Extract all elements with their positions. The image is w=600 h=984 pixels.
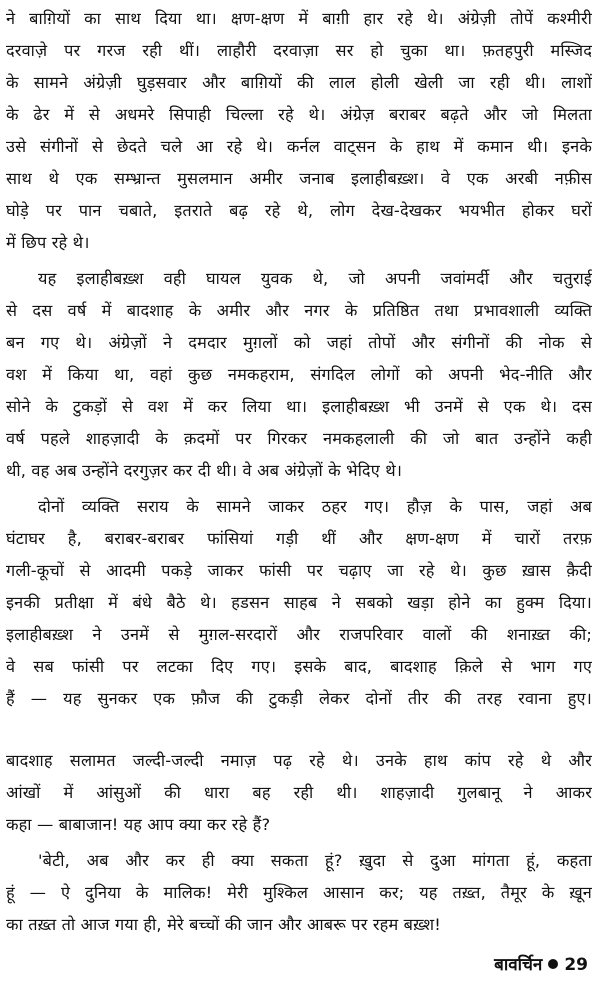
paragraph-2-line-2: से दस वर्ष में बादशाह के अमीर और नगर के प्रतिष्ठित तथा प्रभावशाली व्यक्ति <box>6 301 592 320</box>
paragraph-2-line-7: थी, वह अब उन्होंने दरगुज़र कर दी थी। वे अब अंग्रेज़ों के भेदिए थे। <box>6 461 403 480</box>
paragraph-3-line-2: घंटाघर है, बराबर-बराबर फांसियां गड़ी थीं और क्षण-क्षण में चारों तरफ़ <box>6 529 592 548</box>
paragraph-5-line-2: हूं — ऐ दुनिया के मालिक! मेरी मुश्किल आसान कर; यह तख़्त, तैमूर के ख़ून <box>6 883 592 902</box>
paragraph-1-line-1: ने बाग़ियों का साथ दिया था। क्षण-क्षण में बाग़ी हार रहे थे। अंग्रेज़ी तोपें कश्मीरी <box>6 9 592 28</box>
page-number: 29 <box>564 955 588 975</box>
paragraph-5-line-3: का तख़्त तो आज गया ही, मेरे बच्चों की जान और आबरू पर रहम बख़्श! <box>6 915 441 934</box>
paragraph-3-line-6: वे सब फांसी पर लटका दिए गए। इसके बाद, बादशाह क़िले से भाग गए <box>6 657 592 676</box>
paragraph-2-line-3: बन गए थे। अंग्रेज़ों ने दमदार मुग़लों को जहां तोपों और संगीनों की नोक से <box>6 333 592 352</box>
paragraph-1-line-6: साथ थे एक सम्भ्रान्त मुसलमान अमीर जनाब इलाहीबख़्श। वे एक अरबी नफ़ीस <box>6 169 592 188</box>
paragraph-3-line-1: दोनों व्यक्ति सराय के सामने जाकर ठहर गए। हौज़ के पास, जहां अब <box>38 497 592 516</box>
bullet-icon <box>548 959 558 969</box>
paragraph-2-line-6: वर्ष पहले शाहज़ादी के क़दमों पर गिरकर नमकहलाली की जो बात उन्होंने कही <box>6 429 592 448</box>
paragraph-4-line-1: बादशाह सलामत जल्दी-जल्दी नमाज़ पढ़ रहे थे। उनके हाथ कांप रहे थे और <box>6 751 592 770</box>
paragraph-1-line-8: में छिप रहे थे। <box>6 233 90 252</box>
paragraph-2-line-5: सोने के टुकड़ों से वश में कर लिया था। इलाहीबख़्श भी उनमें से एक थे। दस <box>6 397 592 416</box>
paragraph-1-line-7: घोड़े पर पान चबाते, इतराते बढ़ रहे थे, लोग देख-देखकर भयभीत होकर घरों <box>6 201 592 220</box>
paragraph-5-line-1: 'बेटी, अब और कर ही क्या सकता हूं? ख़ुदा से दुआ मांगता हूं, कहता <box>38 851 592 870</box>
paragraph-3-line-4: इनकी प्रतीक्षा में बंधे बैठे थे। हडसन साहब ने सबको खड़ा होने का हुक्म दिया। <box>6 593 592 612</box>
paragraph-4-line-2: आंखों में आंसुओं की धारा बह रही थी। शाहज़ादी गुलबानू ने आकर <box>6 783 592 802</box>
page-footer <box>494 948 588 982</box>
paragraph-1-line-3: के सामने अंग्रेज़ी घुड़सवार और बाग़ियों की लाल होली खेली जा रही थी। लाशों <box>6 73 592 92</box>
paragraph-2-line-4: वश में किया था, वहां कुछ नमकहराम, संगदिल लोगों को अपनी भेद-नीति और <box>6 365 592 384</box>
paragraph-1-line-5: उसे संगीनों से छेदते चले आ रहे थे। कर्नल वाट्सन के हाथ में कमान थी। इनके <box>6 137 592 156</box>
paragraph-1-line-2: दरवाज़े पर गरज रही थीं। लाहौरी दरवाज़ा सर हो चुका था। फ़तहपुरी मस्जिद <box>6 41 592 60</box>
paragraph-1-line-4: के ढेर में से अधमरे सिपाही चिल्ला रहे थे। अंग्रेज़ बराबर बढ़ते और जो मिलता <box>6 105 592 124</box>
paragraph-3-line-3: गली-कूचों से आदमी पकड़े जाकर फांसी पर चढ़ाए जा रहे थे। कुछ ख़ास क़ैदी <box>6 561 592 580</box>
paragraph-3-line-5: इलाहीबख़्श ने उनमें से मुग़ल-सरदारों और राजपरिवार वालों की शनाख़्त की; <box>6 625 592 644</box>
paragraph-3-line-7: हैं — यह सुनकर एक फ़ौज की टुकड़ी लेकर दोनों तीर की तरह रवाना हुए। <box>6 689 592 708</box>
running-title: बावर्चिन <box>494 955 543 975</box>
paragraph-2-line-1: यह इलाहीबख़्श वही घायल युवक थे, जो अपनी जवांमर्दी और चतुराई <box>38 269 592 288</box>
paragraph-4-line-3: कहा — बाबाजान! यह आप क्या कर रहे हैं? <box>6 815 271 834</box>
